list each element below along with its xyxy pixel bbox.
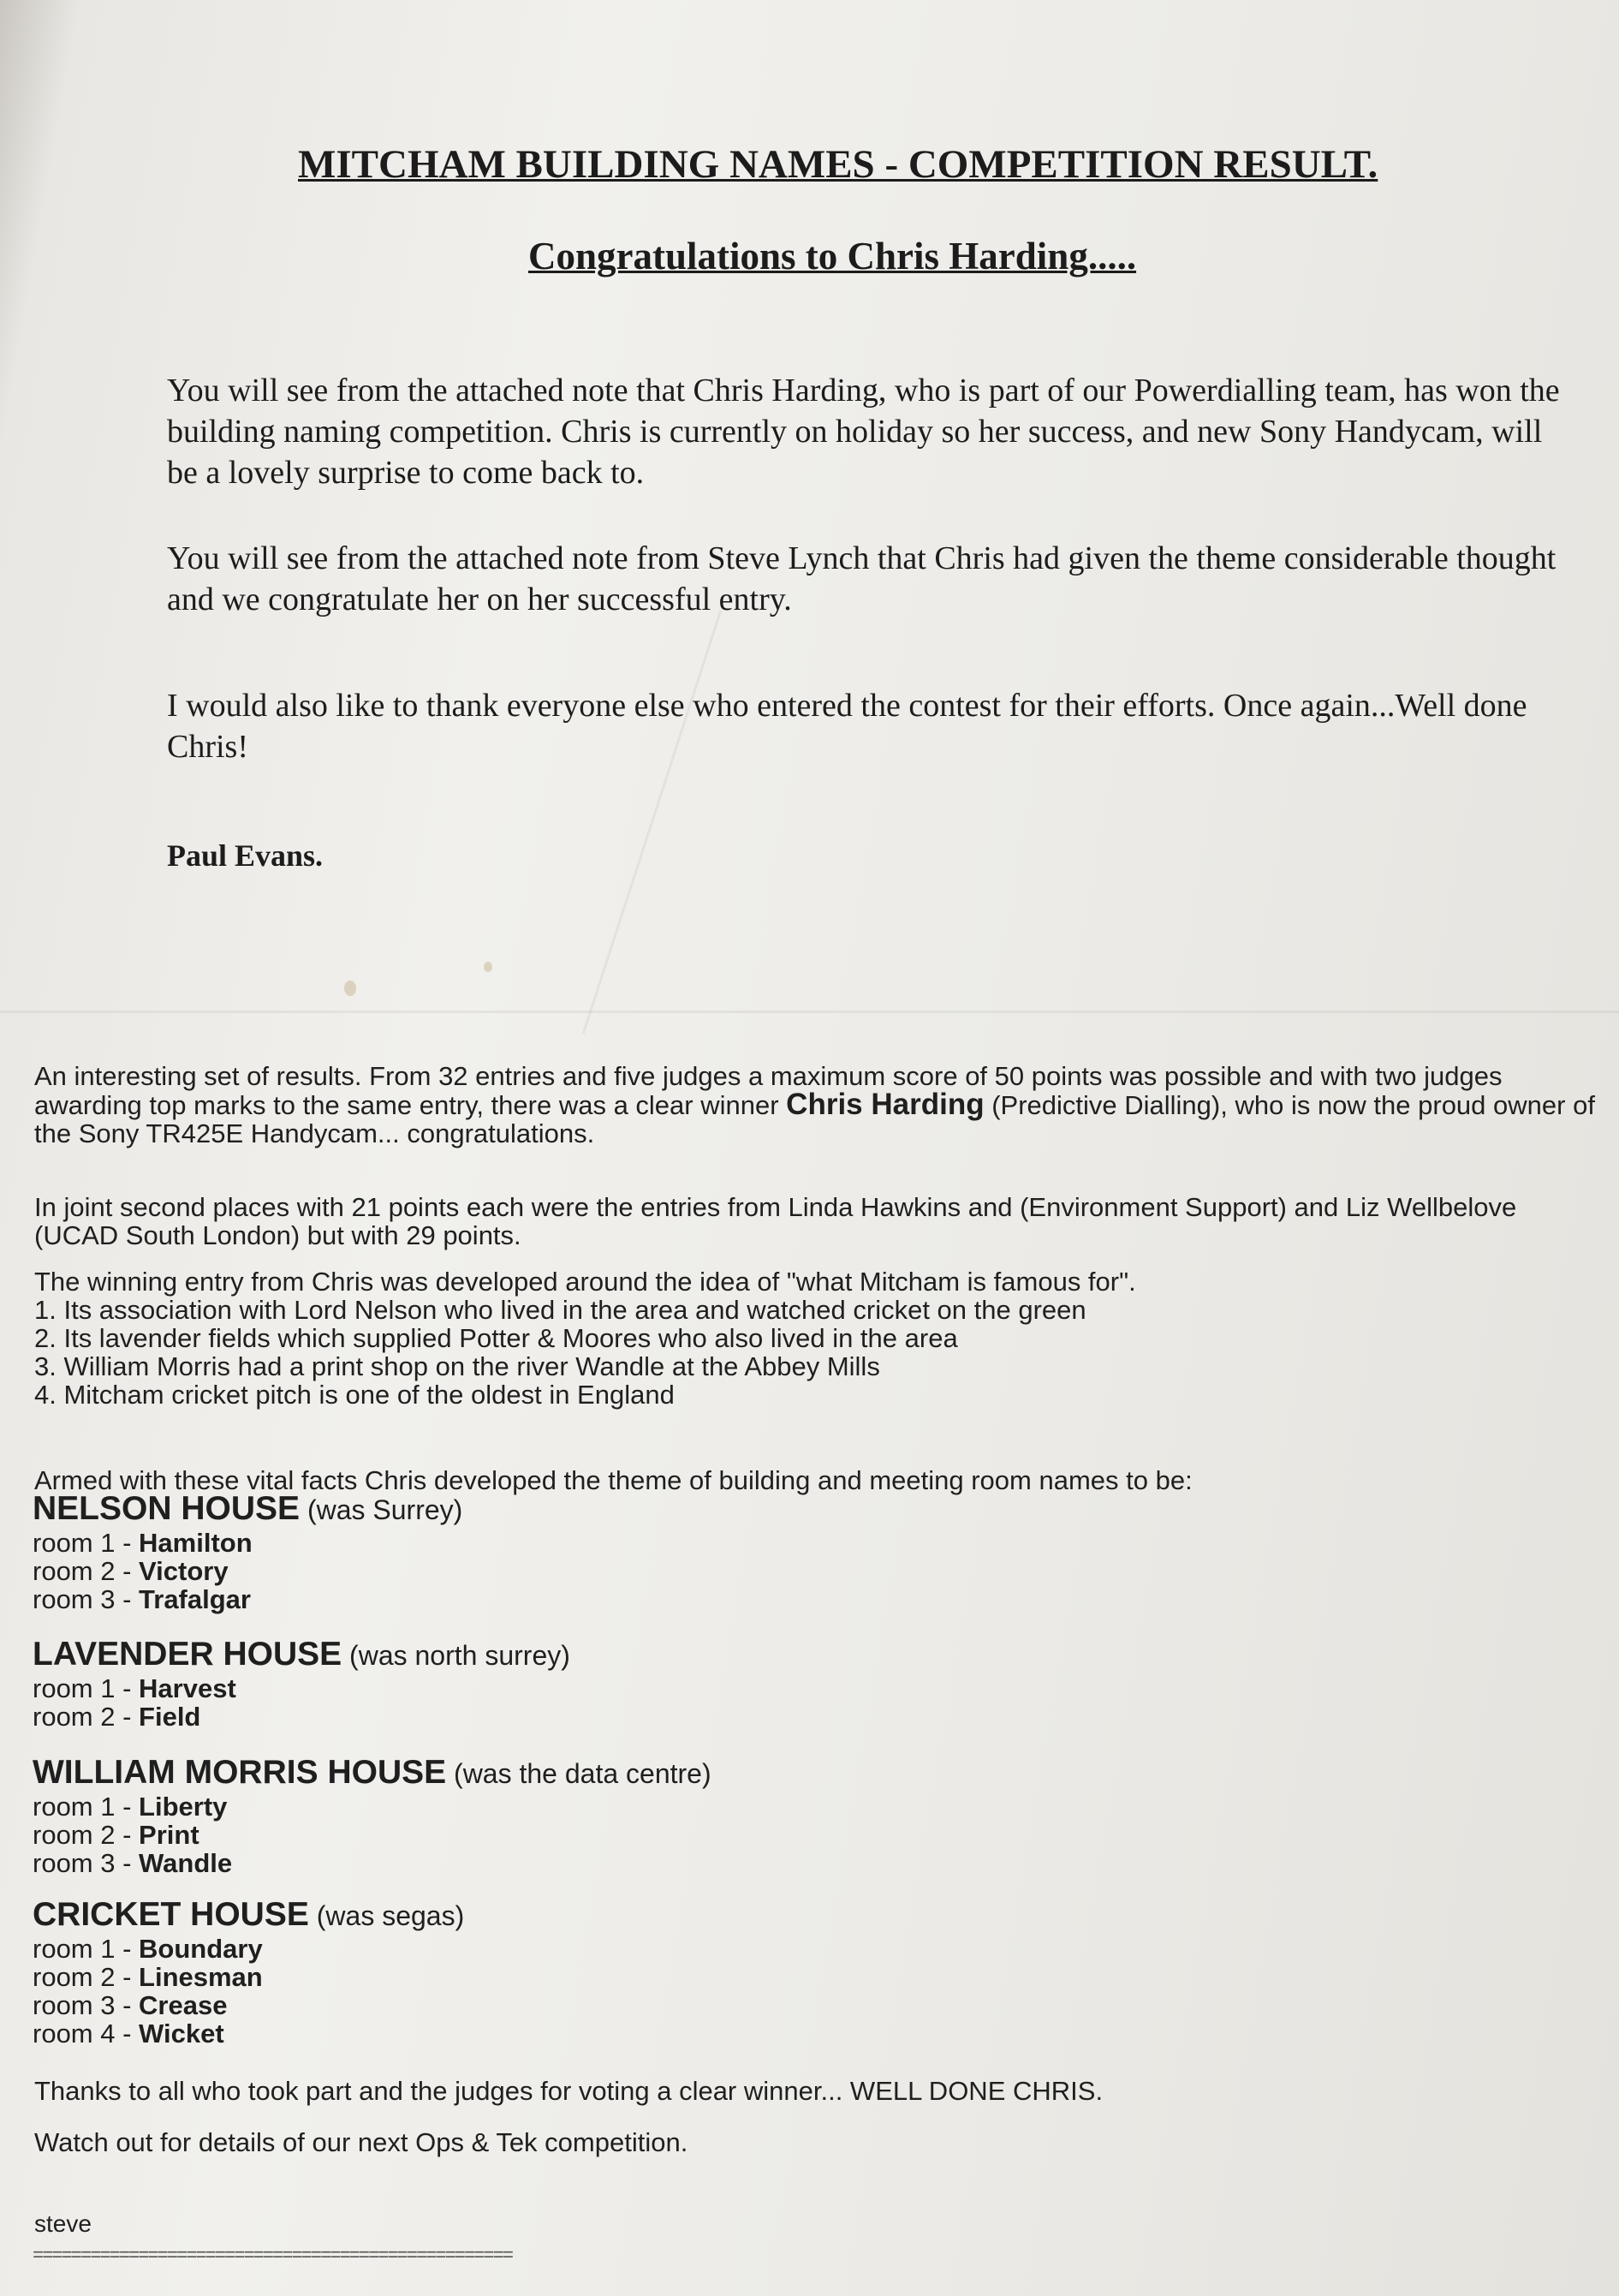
room-name: Trafalgar <box>139 1584 251 1614</box>
room-name: Harvest <box>139 1673 236 1703</box>
room-line <box>33 1991 464 2019</box>
room-label: room 1 - <box>33 1673 140 1703</box>
room-line <box>33 1963 464 1991</box>
memo-intro-text-end: (Predictive Dialling), who is now the proud owner of the Sony TR425E Handycam... congratulations. <box>34 1090 1595 1148</box>
memo-thanks <box>34 2077 1601 2105</box>
memo-theme <box>34 1267 1601 1409</box>
armed-text: Armed with these vital facts Chris developed the theme of building and meeting room names to be: <box>34 1465 1193 1495</box>
house-note: (was Surrey) <box>300 1494 463 1525</box>
second-place-text: In joint second places with 21 points each were the entries from Linda Hawkins and (Environment Support) and Liz Wellbelove (UCAD South London) but with 29 points. <box>34 1192 1517 1250</box>
memo-watch <box>34 2128 1601 2156</box>
winner-name: Chris Harding <box>786 1088 985 1121</box>
room-line <box>33 1529 462 1557</box>
memo-intro-text: An interesting set of results. From 32 entries and five judges a maximum score of 50 points was possible and with two judges awarding top marks to the same entry, there was a clear winner <box>34 1061 1503 1120</box>
room-line <box>33 1849 711 1877</box>
room-label: room 2 - <box>33 1556 140 1586</box>
room-label: room 1 - <box>33 1792 140 1822</box>
room-name: Print <box>139 1820 199 1850</box>
room-label: room 4 - <box>33 2019 140 2049</box>
house-cricket <box>33 1896 464 2048</box>
separator-rule: ================================================== <box>33 2245 513 2267</box>
letter-paragraph-1 <box>167 370 1571 493</box>
room-line <box>33 1674 570 1703</box>
letter-paragraph-3 <box>167 685 1571 767</box>
room-label: room 3 - <box>33 1990 140 2020</box>
room-name: Wandle <box>139 1848 233 1878</box>
house-heading <box>33 1490 462 1529</box>
fact-item: 1. Its association with Lord Nelson who lived in the area and watched cricket on the green <box>34 1295 1086 1325</box>
room-line <box>33 1821 711 1849</box>
house-lavender <box>33 1636 570 1731</box>
room-line <box>33 1557 462 1585</box>
house-nelson <box>33 1490 462 1613</box>
room-name: Wicket <box>139 2019 224 2049</box>
room-label: room 1 - <box>33 1934 140 1964</box>
letter-paragraph-2 <box>167 538 1571 620</box>
paper-crease <box>582 610 723 1034</box>
room-label: room 2 - <box>33 1820 140 1850</box>
house-william-morris <box>33 1754 711 1877</box>
house-name: CRICKET HOUSE <box>33 1896 309 1933</box>
room-line <box>33 1792 711 1821</box>
room-name: Field <box>139 1702 201 1732</box>
memo-signature <box>34 2210 1601 2238</box>
letter-subtitle: Congratulations to Chris Harding..... <box>528 235 1137 277</box>
fact-item: 4. Mitcham cricket pitch is one of the oldest in England <box>34 1380 675 1410</box>
room-name: Boundary <box>139 1934 263 1964</box>
house-note: (was segas) <box>308 1900 465 1931</box>
house-heading <box>33 1636 570 1674</box>
room-name: Victory <box>139 1556 229 1586</box>
fact-item: 3. William Morris had a print shop on the river Wandle at the Abbey Mills <box>34 1351 880 1381</box>
memo-intro <box>34 1062 1601 1148</box>
paper-stain <box>484 962 492 972</box>
thanks-text: Thanks to all who took part and the judges for voting a clear winner... WELL DONE CHRIS. <box>34 2076 1104 2106</box>
house-note: (was the data centre) <box>446 1758 711 1789</box>
memo-second-place <box>34 1193 1601 1249</box>
letter-paragraph-text: I would also like to thank everyone else who entered the contest for their efforts. Once again...Well done Chris! <box>167 688 1527 765</box>
room-name: Hamilton <box>139 1528 253 1558</box>
house-name: NELSON HOUSE <box>33 1490 301 1527</box>
watch-text: Watch out for details of our next Ops & Tek competition. <box>34 2127 688 2157</box>
room-label: room 1 - <box>33 1528 140 1558</box>
paper-stain <box>344 981 356 996</box>
theme-intro: The winning entry from Chris was developed around the idea of "what Mitcham is famous for". <box>34 1267 1136 1297</box>
letter-paragraph-text: You will see from the attached note from Steve Lynch that Chris had given the theme considerable thought and we congratulate her on her successful entry. <box>167 540 1557 617</box>
room-line <box>33 2019 464 2048</box>
house-name: WILLIAM MORRIS HOUSE <box>33 1754 447 1791</box>
room-line <box>33 1703 570 1731</box>
room-line <box>33 1935 464 1963</box>
letter-signoff: Paul Evans. <box>167 838 324 873</box>
signature-text: steve <box>34 2210 92 2237</box>
house-note: (was north surrey) <box>342 1640 570 1671</box>
room-name: Linesman <box>139 1962 263 1992</box>
room-label: room 2 - <box>33 1962 140 1992</box>
room-label: room 3 - <box>33 1848 140 1878</box>
room-name: Liberty <box>139 1792 228 1822</box>
paper-fold <box>0 1011 1619 1013</box>
letter-title: MITCHAM BUILDING NAMES - COMPETITION RESULT. <box>298 142 1378 187</box>
room-label: room 2 - <box>33 1702 140 1732</box>
house-heading <box>33 1896 464 1935</box>
room-line <box>33 1585 462 1613</box>
room-label: room 3 - <box>33 1584 140 1614</box>
house-heading <box>33 1754 711 1792</box>
fact-item: 2. Its lavender fields which supplied Potter & Moores who also lived in the area <box>34 1323 958 1353</box>
house-name: LAVENDER HOUSE <box>33 1636 342 1673</box>
letter-paragraph-text: You will see from the attached note that Chris Harding, who is part of our Powerdialling team, has won the building naming competition. Chris is currently on holiday so her success, and new Sony Handycam, will be a lovely surprise to come back to. <box>167 373 1560 491</box>
room-name: Crease <box>139 1990 228 2020</box>
